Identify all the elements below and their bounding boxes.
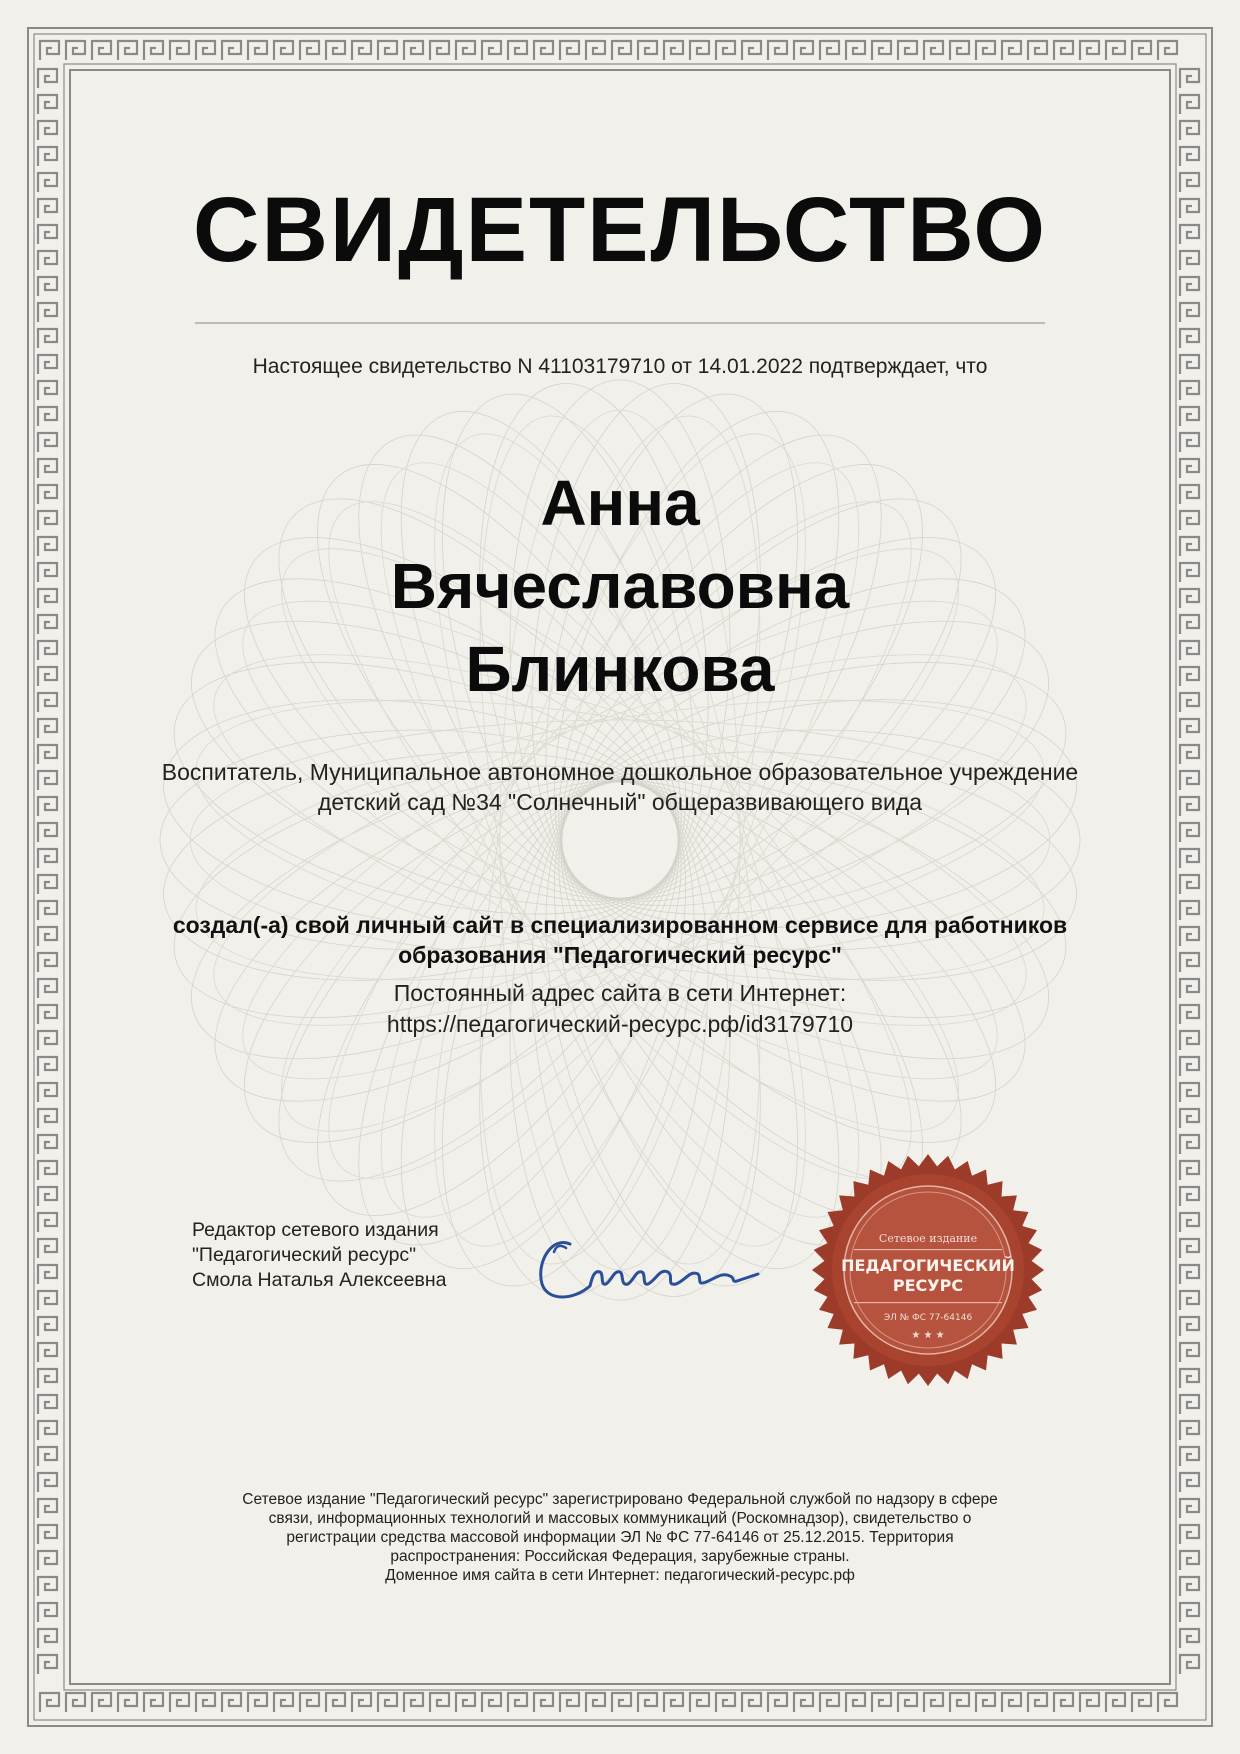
certificate-title: СВИДЕТЕЛЬСТВО <box>193 179 1047 281</box>
footer-line-3: регистрации средства массовой информации ЭЛ № ФС 77-64146 от 25.12.2015. Территория <box>286 1529 954 1546</box>
seal-line-1: ПЕДАГОГИЧЕСКИЙ <box>841 1256 1015 1275</box>
recipient-name <box>0 462 1240 711</box>
certificate-intro: Настоящее свидетельство N 41103179710 от 14.01.2022 подтверждает, что <box>252 355 988 378</box>
editor-signature <box>530 1210 770 1320</box>
seal-registration: ЭЛ № ФС 77-64146 <box>883 1313 973 1323</box>
recipient-patronymic: Вячеславовна <box>390 550 850 622</box>
editor-block <box>192 1218 512 1293</box>
footer-line-2: связи, информационных технологий и массовых коммуникаций (Роскомнадзор), свидетельство о <box>268 1510 972 1527</box>
recipient-first-name: Анна <box>540 467 700 539</box>
site-address <box>150 978 1090 1040</box>
footer-line-1: Сетевое издание "Педагогический ресурс" зарегистрировано Федеральной службой по надзору в сфере <box>242 1491 998 1508</box>
footer-legal <box>180 1490 1060 1585</box>
footer-line-4: распространения: Российская Федерация, зарубежные страны. <box>390 1548 850 1565</box>
seal-stars-icon: ★ ★ ★ <box>911 1330 945 1341</box>
title-divider <box>195 322 1045 324</box>
site-label: Постоянный адрес сайта в сети Интернет: <box>393 980 847 1006</box>
seal-line-2: РЕСУРС <box>892 1276 964 1295</box>
site-url: https://педагогический-ресурс.рф/id3179710 <box>386 1011 854 1037</box>
seal-top-text: Сетевое издание <box>878 1232 978 1245</box>
recipient-position: Воспитатель, Муниципальное автономное дошкольное образовательное учреждение детский сад №34 "Солнечный" общеразвивающего вида <box>161 759 1079 815</box>
publisher-seal <box>808 1150 1048 1390</box>
editor-line-1: Редактор сетевого издания <box>192 1219 439 1241</box>
editor-line-2: "Педагогический ресурс" <box>192 1244 417 1266</box>
achievement-text: создал(-а) свой личный сайт в специализированном сервисе для работников образования "Педагогический ресурс" <box>172 912 1068 968</box>
editor-line-3: Смола Наталья Алексеевна <box>192 1269 447 1291</box>
footer-line-5: Доменное имя сайта в сети Интернет: педагогический-ресурс.рф <box>385 1567 855 1584</box>
recipient-last-name: Блинкова <box>465 633 775 705</box>
